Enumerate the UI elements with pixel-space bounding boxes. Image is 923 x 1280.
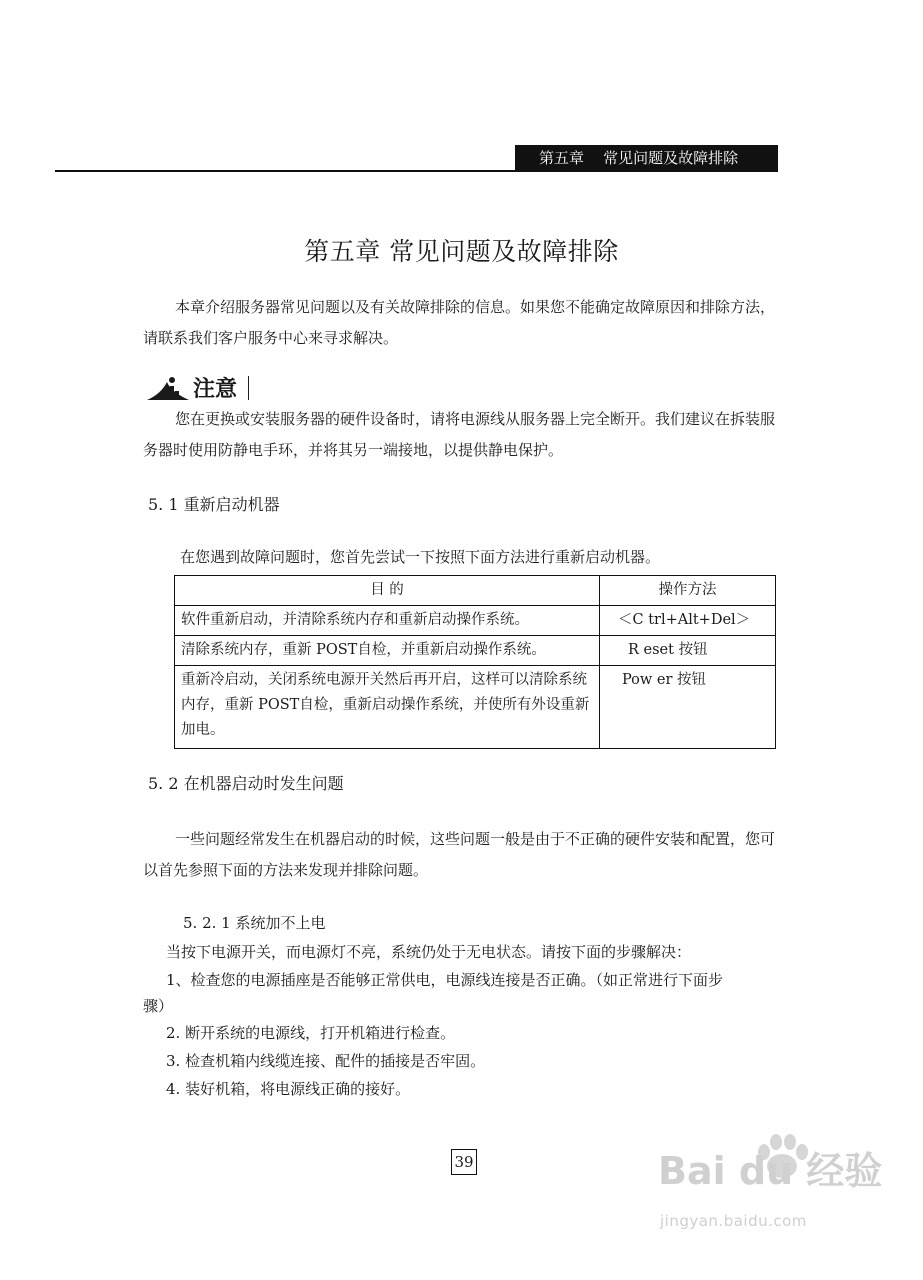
subsection-heading-5-2-1: 5. 2. 1 系统加不上电	[183, 914, 326, 932]
step-item: 1、检查您的电源插座是否能够正常供电，电源线连接是否正确。（如正常进行下面步	[166, 971, 724, 989]
subsection-lead: 当按下电源开关，而电源灯不亮，系统仍处于无电状态。请按下面的步骤解决：	[166, 943, 692, 961]
note-paragraph: 您在更换或安装服务器的硬件设备时，请将电源线从服务器上完全断开。我们建议在拆装服务器时使用防静电手环，并将其另一端接地，以提供静电保护。	[143, 410, 776, 459]
header-rule	[55, 170, 778, 172]
note-divider	[248, 376, 249, 400]
note-callout	[145, 372, 305, 404]
table-row	[175, 606, 776, 636]
note-label: 注意	[193, 377, 238, 402]
watermark-url: jingyan.baidu.com	[660, 1212, 807, 1230]
table-header-row	[175, 576, 776, 606]
caution-icon	[145, 374, 191, 404]
table-row	[175, 636, 776, 666]
section-5-1-lead: 在您遇到故障问题时，您首先尝试一下按照下面方法进行重新启动机器。	[180, 548, 661, 566]
table-cell-purpose: 软件重新启动，并清除系统内存和重新启动操作系统。	[175, 606, 600, 636]
watermark-logo: Bai du 经验	[658, 1149, 883, 1193]
step-item: 4. 装好机箱，将电源线正确的接好。	[166, 1080, 411, 1098]
section-heading-5-1: 5. 1 重新启动机器	[148, 495, 280, 514]
table-cell-method: Pow er 按钮	[600, 666, 776, 749]
step-item: 3. 检查机箱内线缆连接、配件的插接是否牢固。	[166, 1052, 486, 1070]
chapter-title: 第五章 常见问题及故障排除	[304, 237, 619, 266]
restart-methods-table	[174, 575, 776, 749]
page-number: 39	[451, 1149, 477, 1175]
table-header-purpose: 目 的	[175, 576, 600, 606]
running-header-title: 第五章 常见问题及故障排除	[515, 145, 778, 171]
table-cell-method: ＜C trl+Alt+Del＞	[600, 606, 776, 636]
section-heading-5-2: 5. 2 在机器启动时发生问题	[148, 774, 344, 793]
table-cell-purpose: 重新冷启动，关闭系统电源开关然后再开启，这样可以清除系统内存，重新 POST自检，重新启动操作系统，并使所有外设重新加电。	[175, 666, 600, 749]
table-cell-method: R eset 按钮	[600, 636, 776, 666]
step-item: 2. 断开系统的电源线，打开机箱进行检查。	[166, 1024, 456, 1042]
intro-paragraph: 本章介绍服务器常见问题以及有关故障排除的信息。如果您不能确定故障原因和排除方法，请联系我们客户服务中心来寻求解决。	[143, 298, 776, 347]
table-header-method: 操作方法	[600, 576, 776, 606]
table-row	[175, 666, 776, 749]
section-5-2-paragraph: 一些问题经常发生在机器启动的时候，这些问题一般是由于不正确的硬件安装和配置，您可以首先参照下面的方法来发现并排除问题。	[143, 830, 776, 879]
step-item-continued: 骤）	[143, 997, 174, 1015]
table-cell-purpose: 清除系统内存，重新 POST自检，并重新启动操作系统。	[175, 636, 600, 666]
